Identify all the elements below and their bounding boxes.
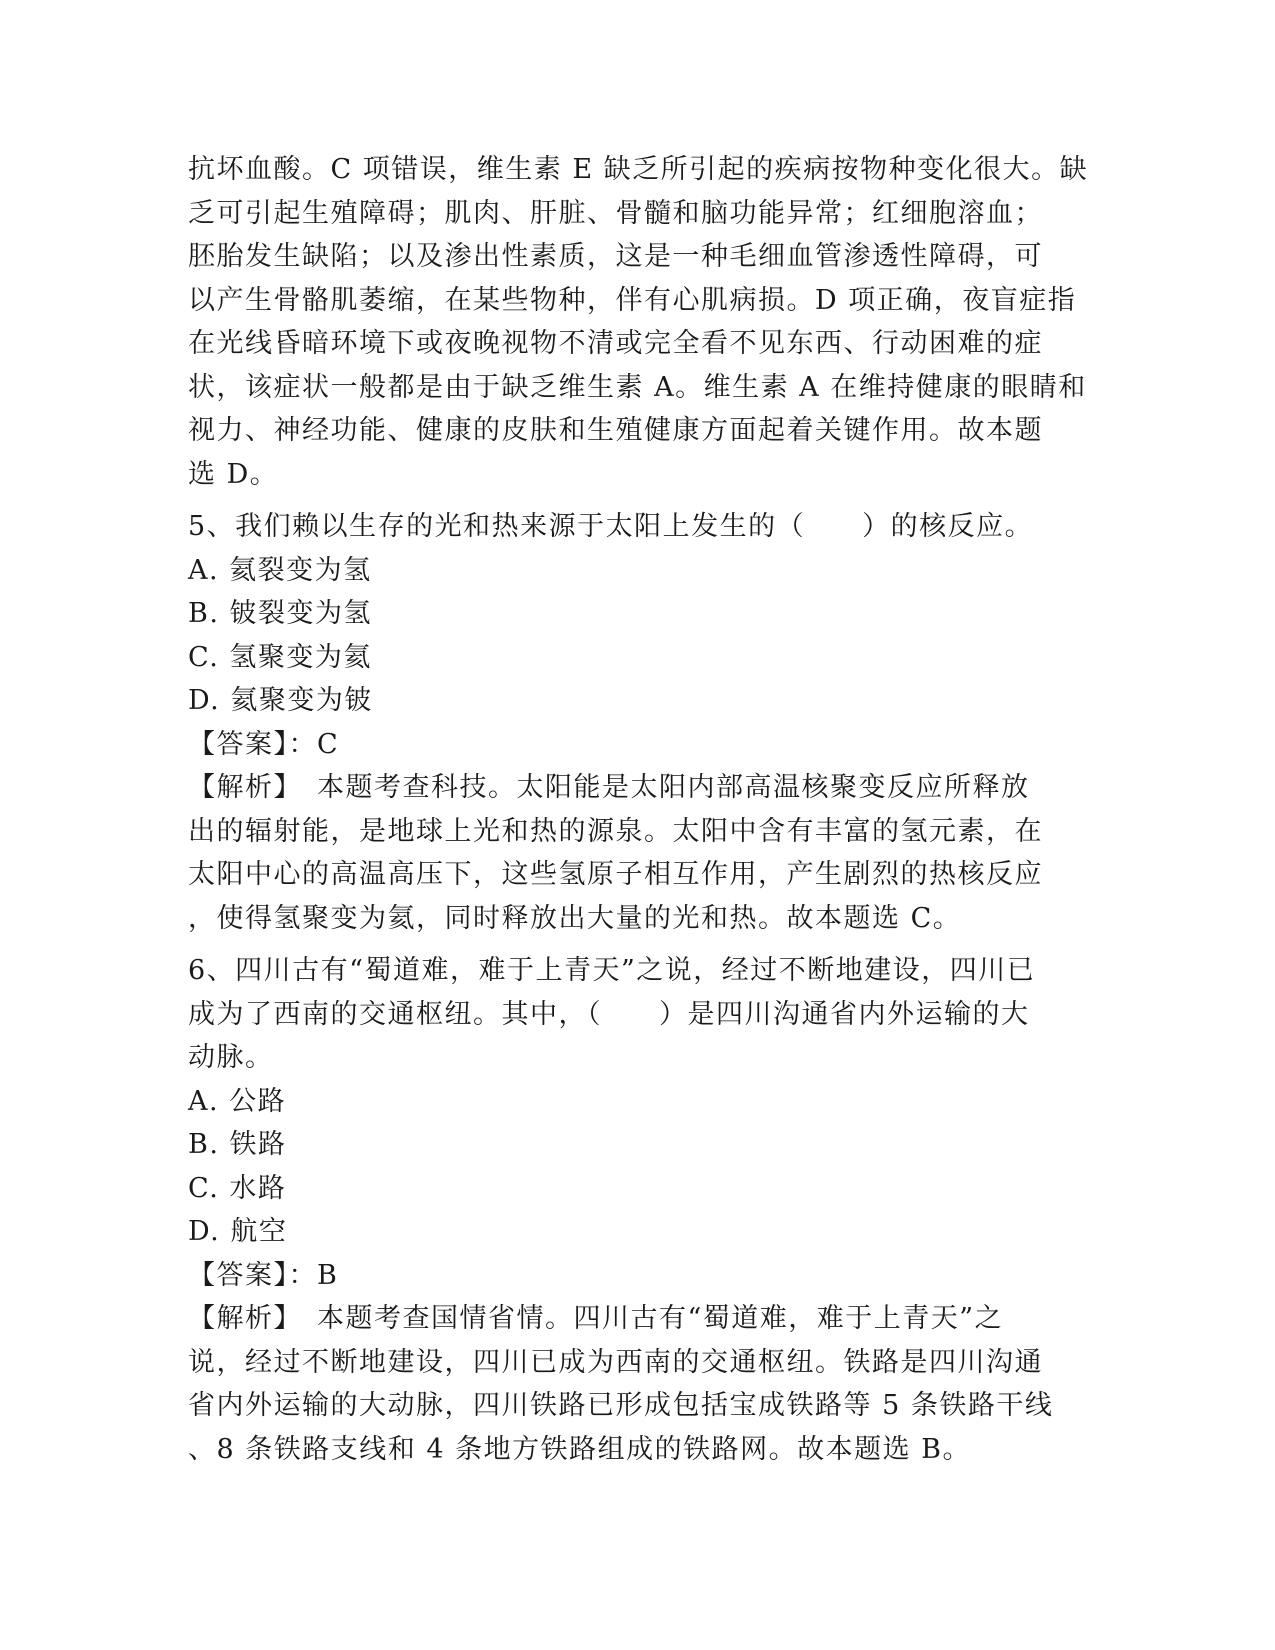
- question-5: [188, 505, 1088, 940]
- document-page: [188, 148, 1088, 1471]
- option-c: C. 水路: [188, 1172, 287, 1204]
- text-line: 乏可引起生殖障碍；肌肉、肝脏、骨髓和脑功能异常；红细胞溶血；: [188, 197, 1043, 229]
- explanation-line: 、8 条铁路支线和 4 条地方铁路组成的铁路网。故本题选 B。: [188, 1433, 972, 1465]
- question-stem: 成为了西南的交通枢纽。其中，（ ）是四川沟通省内外运输的大: [188, 998, 1030, 1030]
- answer-label: 【答案】：B: [188, 1259, 339, 1291]
- question-stem: 动脉。: [188, 1042, 274, 1073]
- text-line: 选 D。: [188, 458, 279, 490]
- text-line: 视力、神经功能、健康的皮肤和生殖健康方面起着关键作用。故本题: [188, 415, 1043, 446]
- question-6: [188, 949, 1088, 1471]
- question-stem: 5、我们赖以生存的光和热来源于太阳上发生的（ ）的核反应。: [188, 511, 1034, 542]
- text-line: 状，该症状一般都是由于缺乏维生素 A。维生素 A 在维持健康的眼睛和: [188, 371, 1087, 403]
- option-a: A. 公路: [188, 1085, 287, 1117]
- text-line: 抗坏血酸。C 项错误，维生素 E 缺乏所引起的疾病按物种变化很大。缺: [188, 154, 1089, 185]
- text-line: 以产生骨骼肌萎缩，在某些物种，伴有心肌病损。D 项正确，夜盲症指: [188, 284, 1077, 316]
- explanation-line: 出的辐射能，是地球上光和热的源泉。太阳中含有丰富的氢元素，在: [188, 815, 1043, 847]
- explanation-line: 【解析】 本题考查科技。太阳能是太阳内部高温核聚变反应所释放: [188, 772, 1030, 803]
- option-a: A. 氦裂变为氢: [188, 554, 372, 586]
- explanation-line: 省内外运输的大动脉，四川铁路已形成包括宝成铁路等 5 条铁路干线: [188, 1390, 1054, 1421]
- text-line: 在光线昏暗环境下或夜晚视物不清或完全看不见东西、行动困难的症: [188, 328, 1043, 359]
- explanation-line: 太阳中心的高温高压下，这些氢原子相互作用，产生剧烈的热核反应: [188, 859, 1043, 890]
- option-b: B. 铁路: [188, 1129, 287, 1160]
- option-d: D. 航空: [188, 1216, 288, 1247]
- answer-label: 【答案】：C: [188, 728, 340, 760]
- option-d: D. 氦聚变为铍: [188, 685, 373, 716]
- explanation-line: 【解析】 本题考查国情省情。四川古有“蜀道难，难于上青天”之: [188, 1303, 1004, 1334]
- option-b: B. 铍裂变为氢: [188, 598, 373, 629]
- explanation-line: ，使得氢聚变为氦，同时释放出大量的光和热。故本题选 C。: [188, 902, 962, 934]
- text-line: 胚胎发生缺陷；以及渗出性素质，这是一种毛细血管渗透性障碍，可: [188, 241, 1043, 272]
- option-c: C. 氢聚变为氦: [188, 641, 372, 673]
- previous-explanation: [188, 148, 1088, 496]
- question-stem: 6、四川古有“蜀道难，难于上青天”之说，经过不断地建设，四川已: [188, 955, 1036, 986]
- explanation-line: 说，经过不断地建设，四川已成为西南的交通枢纽。铁路是四川沟通: [188, 1346, 1043, 1378]
